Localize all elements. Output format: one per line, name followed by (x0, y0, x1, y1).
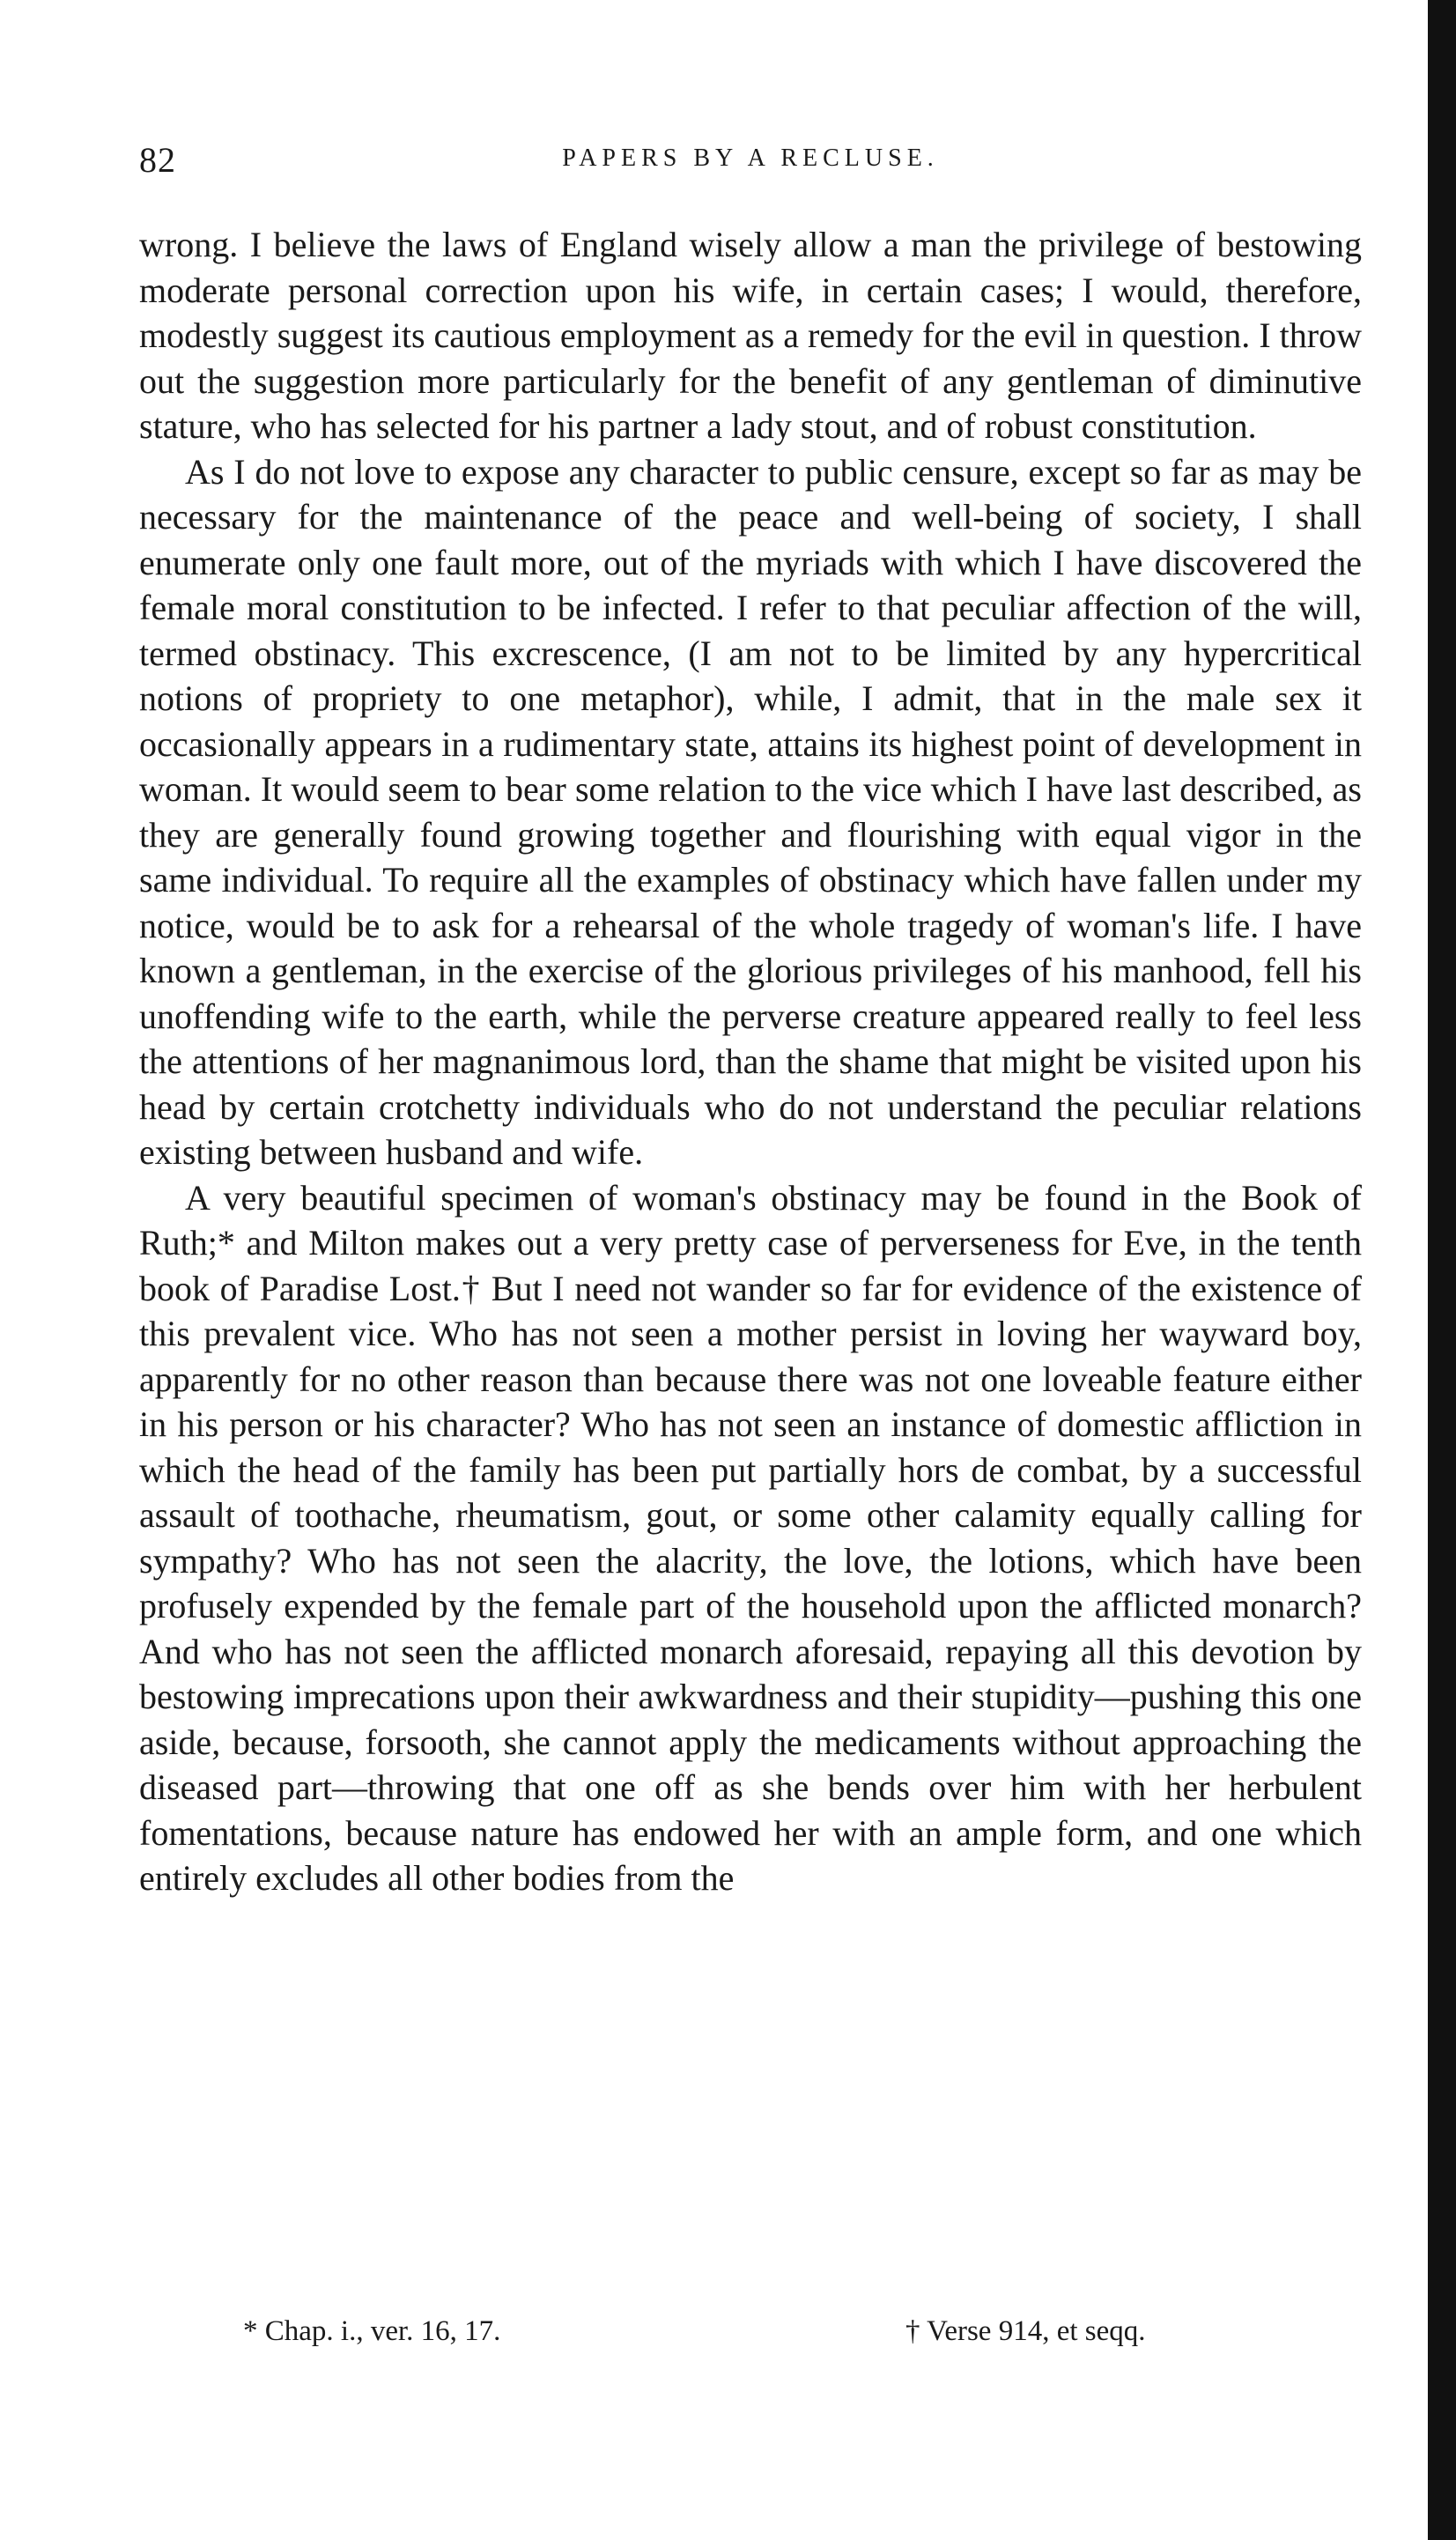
paragraph: wrong. I believe the laws of England wisely allow a man the privilege of bestowing moderate personal correction upon his wife, in certain cases; I would, therefore, modestly suggest its cautious employment as a remedy for the evil in question. I throw out the suggestion more particularly for the benefit of any gentleman of diminutive stature, who has selected for his partner a lady stout, and of robust constitution. (139, 225, 1362, 446)
running-head: PAPERS BY A RECLUSE. (562, 144, 939, 172)
page-header (139, 139, 1362, 183)
page-edge-shadow (1428, 0, 1456, 2540)
footnote-paradise-lost: † Verse 914, et seqq. (905, 2315, 1146, 2347)
body-text (139, 222, 1362, 1901)
footnotes (139, 2315, 1362, 2359)
page-number: 82 (139, 140, 176, 180)
footnote-ruth: * Chap. i., ver. 16, 17. (243, 2315, 501, 2347)
paragraph: As I do not love to expose any character to public censure, except so far as may be necessary for the maintenance of the peace and well-being of society, I shall enumerate only one fault more, out of the myriads with which I have discovered the female moral constitution to be infected. I refer to that peculiar affection of the will, termed obstinacy. This excrescence, (I am not to be limited by any hypercritical notions of propriety to one metaphor), while, I admit, that in the male sex it occasionally appears in a rudimentary state, attains its highest point of development in woman. It would seem to bear some relation to the vice which I have last described, as they are generally found growing together and flourishing with equal vigor in the same individual. To require all the examples of obstinacy which have fallen under my notice, would be to ask for a rehearsal of the whole tragedy of woman's life. I have known a gentleman, in the exercise of the glorious privileges of his manhood, fell his unoffending wife to the earth, while the perverse creature appeared really to feel less the attentions of her magnanimous lord, than the shame that might be visited upon his head by certain crotchetty individuals who do not understand the peculiar relations existing between husband and wife. (139, 451, 1362, 1172)
paragraph: A very beautiful specimen of woman's obstinacy may be found in the Book of Ruth;* and Milton makes out a very pretty case of perverseness for Eve, in the tenth book of Paradise Lost.† But I need not wander so far for evidence of the existence of this prevalent vice. Who has not seen a mother persist in loving her wayward boy, apparently for no other reason than because there was not one loveable feature either in his person or his character? Who has not seen an instance of domestic affliction in which the head of the family has been put partially hors de combat, by a successful assault of toothache, rheumatism, gout, or some other calamity equally calling for sympathy? Who has not seen the alacrity, the love, the lotions, which have been profusely expended by the female part of the household upon the afflicted monarch? And who has not seen the afflicted monarch aforesaid, repaying all this devotion by bestowing imprecations upon their awkwardness and their stupidity—pushing this one aside, because, forsooth, she cannot apply the medicaments without approaching the diseased part—throwing that one off as she bends over him with her herbulent fomentations, because nature has endowed her with an ample form, and one which entirely excludes all other bodies from the (139, 1177, 1362, 1898)
